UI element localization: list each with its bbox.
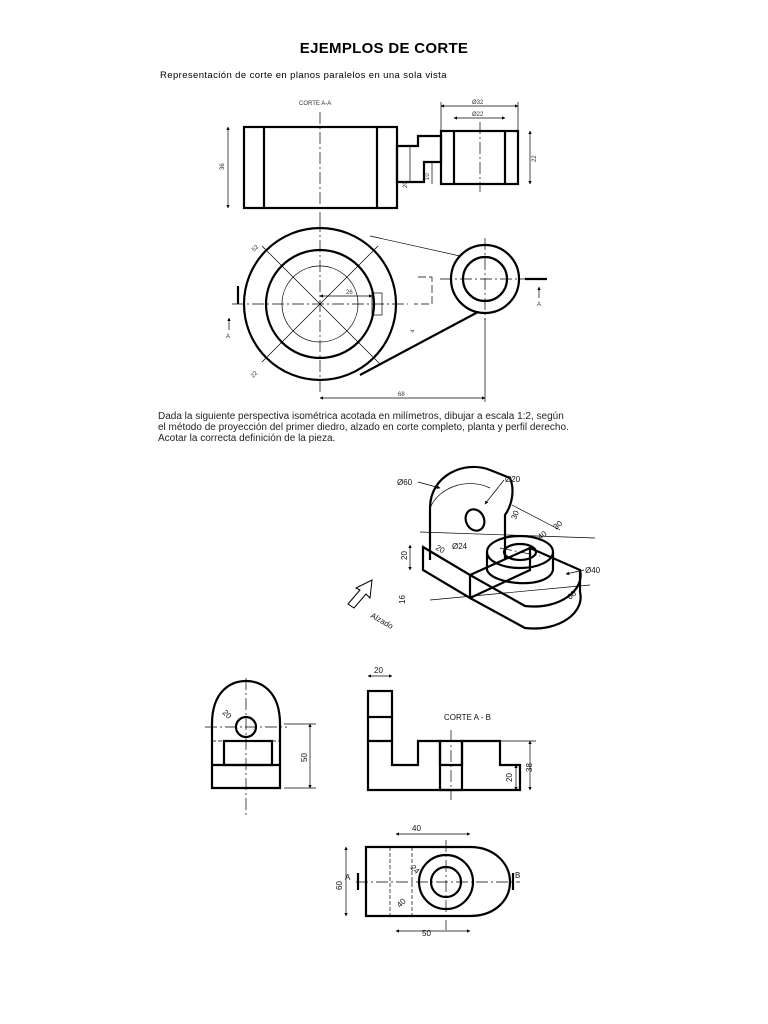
dim-r20: 20	[220, 708, 234, 721]
cut-mark-b: B	[515, 871, 521, 880]
dim-d24: Ø24	[452, 542, 468, 551]
cut-mark-a-left: A	[226, 334, 231, 340]
section-hatch-area	[368, 741, 520, 790]
dim-h38: 38	[525, 763, 534, 772]
page-title: EJEMPLOS DE CORTE	[299, 40, 469, 57]
dim-w4: 4	[410, 329, 417, 334]
dim-h20b: 20	[400, 551, 409, 560]
alzado-label: Alzado	[369, 610, 395, 631]
dim-h20: 20	[403, 181, 409, 188]
dim-h60-plan: 60	[335, 881, 344, 890]
instruction-line: el método de proyección del primer diedro, alzado en corte completo, planta y perfil derecho.	[158, 422, 569, 433]
dim-w40: 40	[535, 529, 549, 542]
dim-r52: 52	[251, 244, 261, 254]
dim-h10: 10	[425, 173, 431, 180]
instruction-line: Dada la siguiente perspectiva isométrica acotada en milímetros, dibujar a escala 1:2, según	[158, 411, 564, 422]
cut-mark-a: A	[345, 873, 351, 882]
dim-w30: 30	[551, 518, 565, 532]
dim-h22: 22	[532, 155, 538, 162]
dim-d40-plan: 40	[395, 896, 408, 910]
small-tube-outline	[441, 131, 518, 184]
isometric-view	[348, 467, 601, 631]
section-label: CORTE A-A	[299, 101, 332, 107]
dim-h20a: 20	[434, 542, 447, 556]
dim-w40-plan: 40	[412, 824, 421, 833]
hatched-wall-right	[377, 127, 397, 208]
dim-w60: 60	[565, 588, 579, 602]
large-tube-outline	[244, 127, 397, 208]
page-subtitle: Representación de corte en planos paralelos en una sola vista	[160, 70, 447, 81]
dim-h30: 30	[509, 509, 521, 521]
section-view-a-b	[368, 666, 536, 800]
dim-h36: 36	[220, 163, 226, 170]
dim-w26: 26	[346, 290, 353, 296]
plan-view-2	[335, 824, 520, 938]
alzado-arrow-icon	[348, 580, 372, 608]
web-section	[397, 136, 441, 182]
dim-d22: Ø22	[472, 112, 484, 118]
dim-d24-plan: 24	[408, 863, 422, 876]
section-view-a-a	[220, 100, 538, 220]
dim-r22: 22	[250, 370, 260, 380]
dim-w50-plan: 50	[422, 929, 431, 938]
plan-view-1	[226, 220, 547, 402]
profile-view	[205, 678, 316, 815]
cut-mark-a-right: A	[537, 302, 542, 308]
dim-d60: Ø60	[397, 478, 413, 487]
dim-w68: 68	[398, 392, 405, 398]
dim-d20: Ø20	[505, 475, 521, 484]
dim-d32: Ø32	[472, 100, 484, 106]
dim-w20: 20	[374, 666, 383, 675]
hatched-wall-left	[244, 127, 264, 208]
section-label-ab: CORTE A - B	[444, 713, 491, 722]
dim-d40: Ø40	[585, 566, 601, 575]
instruction-line: Acotar la correcta definición de la pieza.	[158, 433, 336, 444]
dim-h50: 50	[300, 753, 309, 762]
dim-h20-ab: 20	[505, 773, 514, 782]
dim-h16: 16	[398, 595, 407, 604]
